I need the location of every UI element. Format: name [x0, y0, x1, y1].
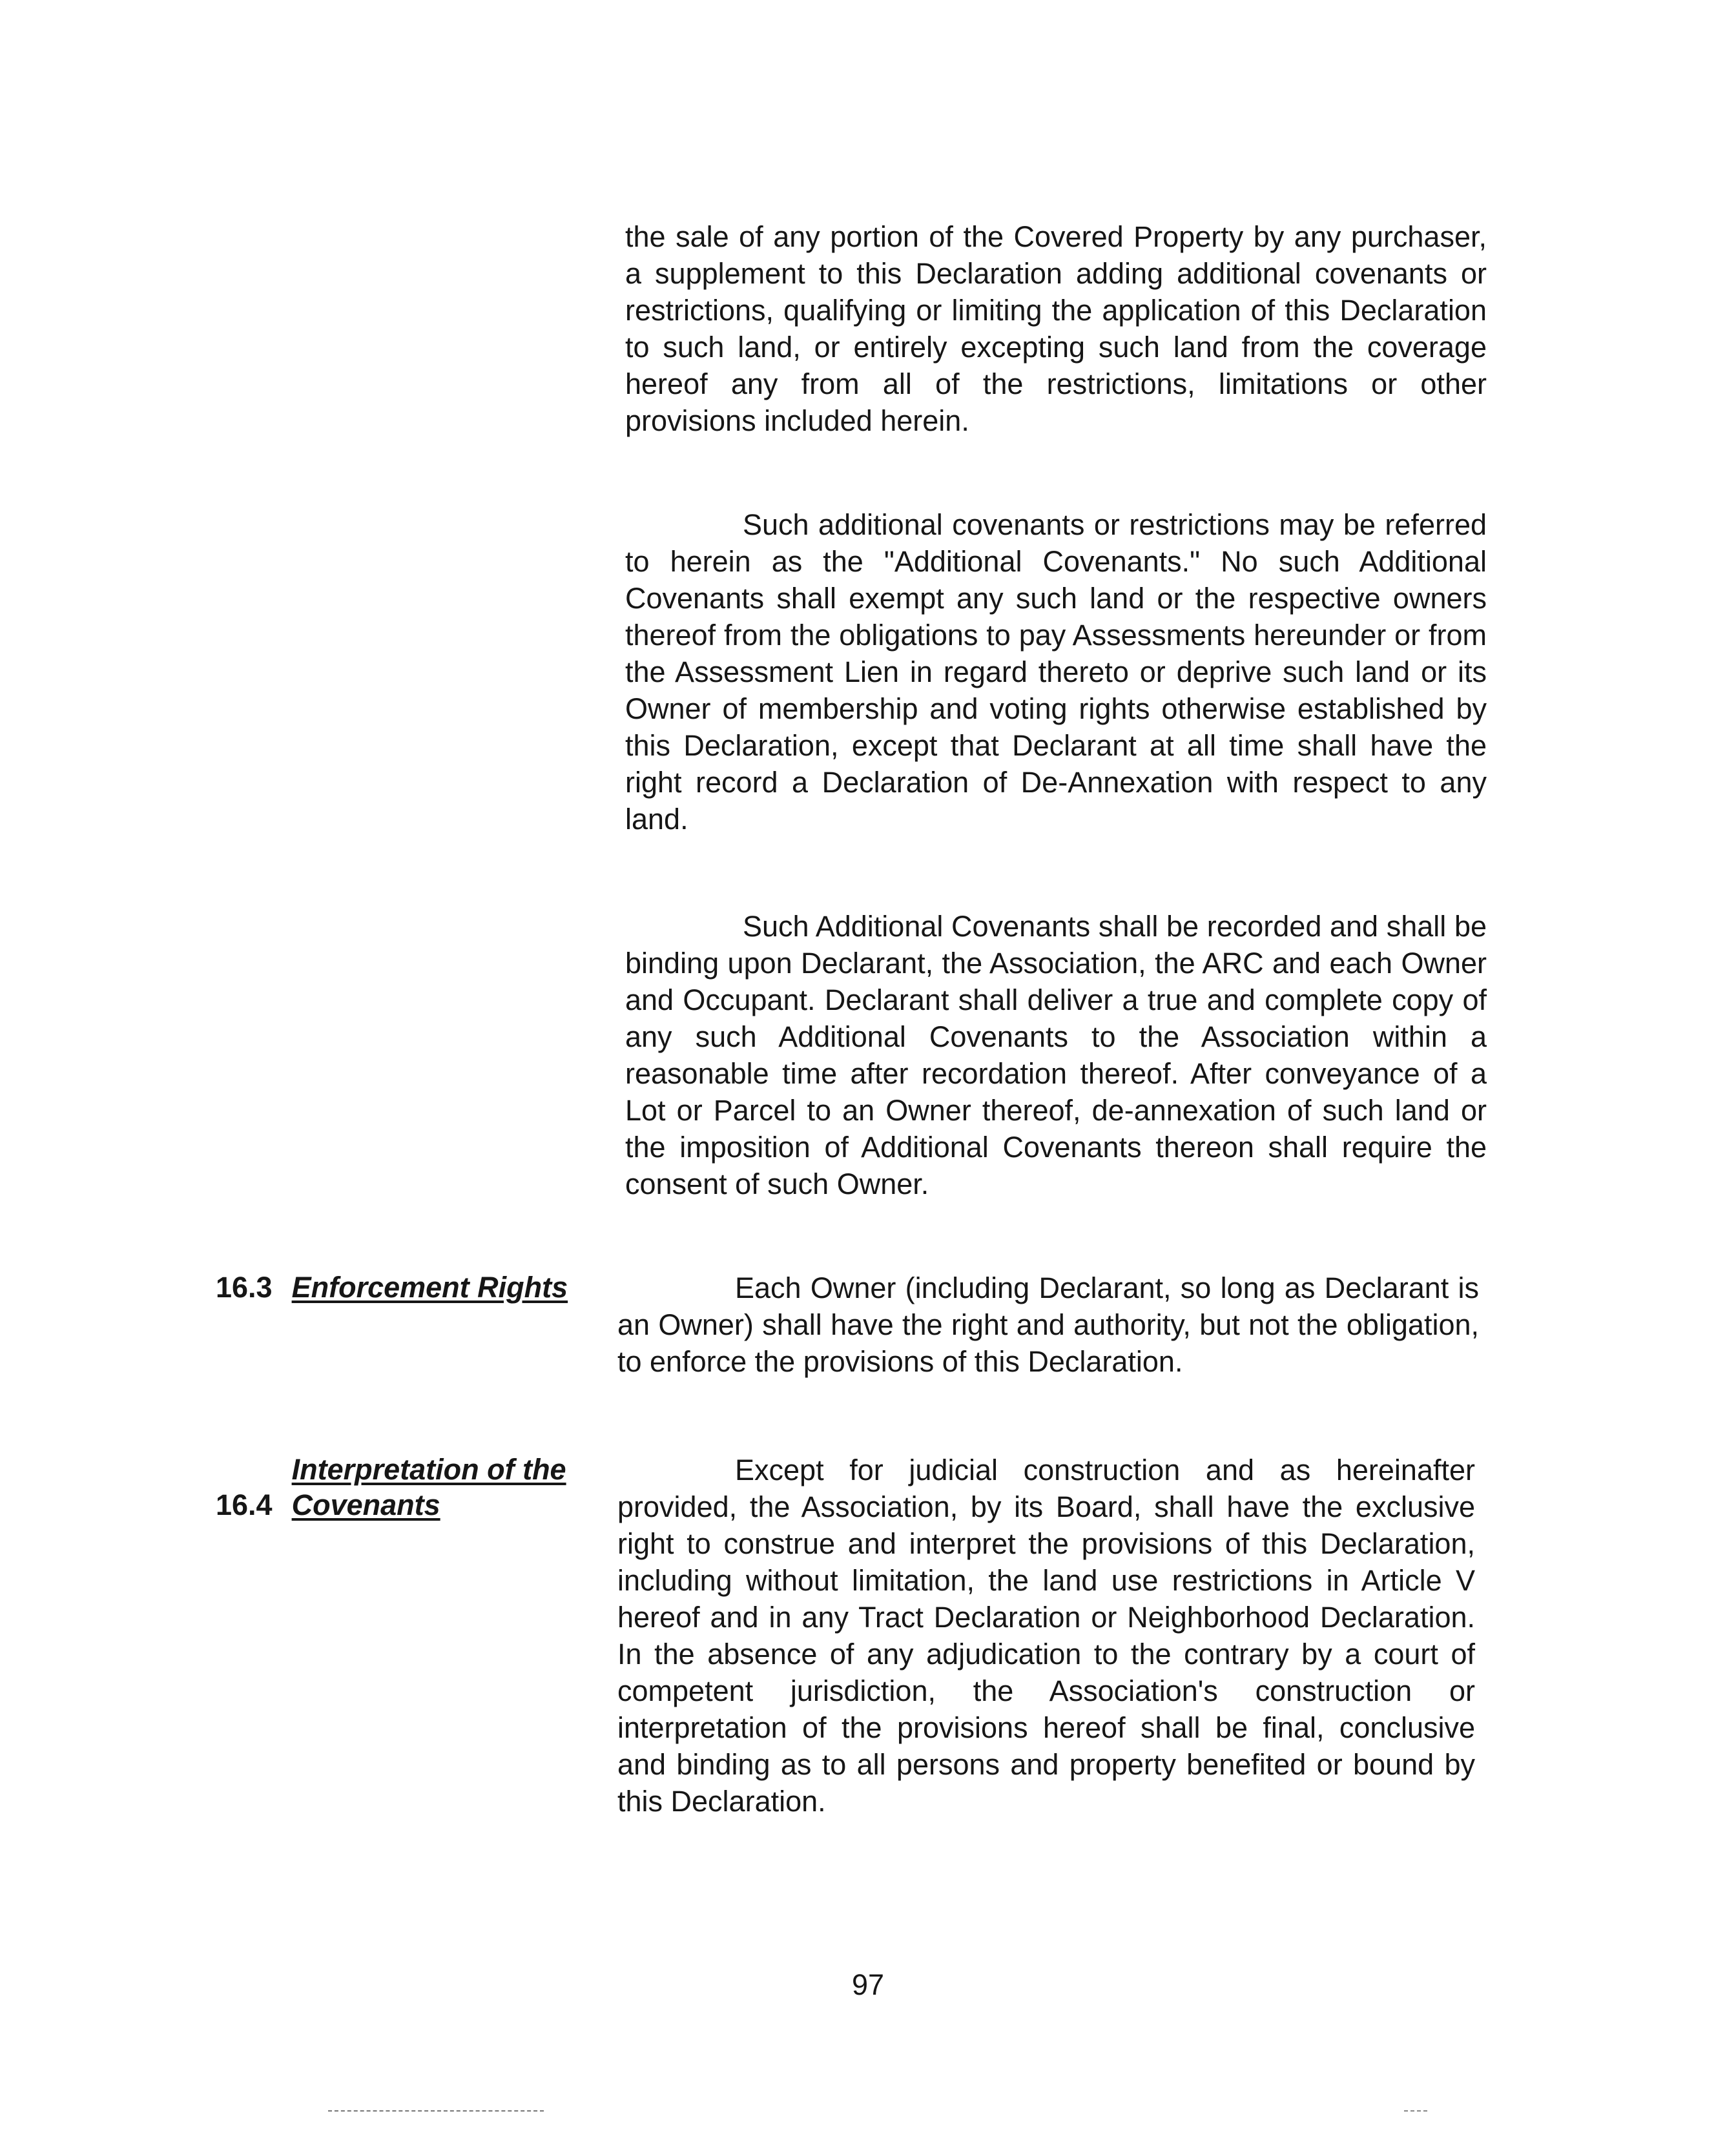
paragraph-additional-covenants: Such additional covenants or restrictions may be referred to herein as the "Additional Covenants." No such Additional Covenants shall exempt any such land or the respective owners thereof from the obligations to pay Assessments hereunder or from the Assessment Lien in regard thereto or deprive such land or its Owner of membership and voting rights otherwise established by this Declaration, except that Declarant at all time shall have the right record a Declaration of De-Annexation with respect to any land. — [625, 508, 1487, 836]
scan-artifact-line — [328, 2110, 544, 2112]
paragraph-continuation: the sale of any portion of the Covered Property by any purchaser, a supplement to this Declaration adding additional covenants or restrictions, qualifying or limiting the application of this Declaration to such land, or entirely excepting such land from the coverage hereof any from all of the restrictions, limitations or other provisions included herein. — [625, 220, 1487, 437]
section-title: Enforcement Rights — [291, 1271, 568, 1304]
section-body-16-4: Except for judicial construction and as hereinafter provided, the Association, by its Board, shall have the exclusive right to construe and interpret the provisions of this Declaration, including without limitation, the land use restrictions in Article V hereof and in any Tract Declaration or Neighborhood Declaration. In the absence of any adjudication to the contrary by a court of competent jurisdiction, the Association's construction or interpretation of the provisions hereof shall be final, conclusive and binding as to all persons and property benefited or bound by this Declaration. — [617, 1454, 1475, 1818]
paragraph-recording: Such Additional Covenants shall be recorded and shall be binding upon Declarant, the Association, the ARC and each Owner and Occupant. Declarant shall deliver a true and complete copy of any such Additional Covenants to the Association within a reasonable time after recordation thereof. After conveyance of a Lot or Parcel to an Owner thereof, de-annexation of such land or the imposition of Additional Covenants thereon shall require the consent of such Owner. — [625, 910, 1487, 1200]
section-heading-16-3 — [216, 1270, 615, 1305]
section-body-16-3: Each Owner (including Declarant, so long as Declarant is an Owner) shall have the right and authority, but not the obligation, to enforce the provisions of this Declaration. — [617, 1271, 1479, 1378]
section-title: Interpretation of the Covenants — [291, 1453, 566, 1521]
section-heading-16-4 — [216, 1452, 654, 1523]
scan-artifact-line — [1404, 2110, 1427, 2112]
section-number: 16.3 — [216, 1271, 273, 1304]
page-number: 97 — [851, 1968, 885, 2001]
section-number: 16.4 — [216, 1488, 273, 1521]
